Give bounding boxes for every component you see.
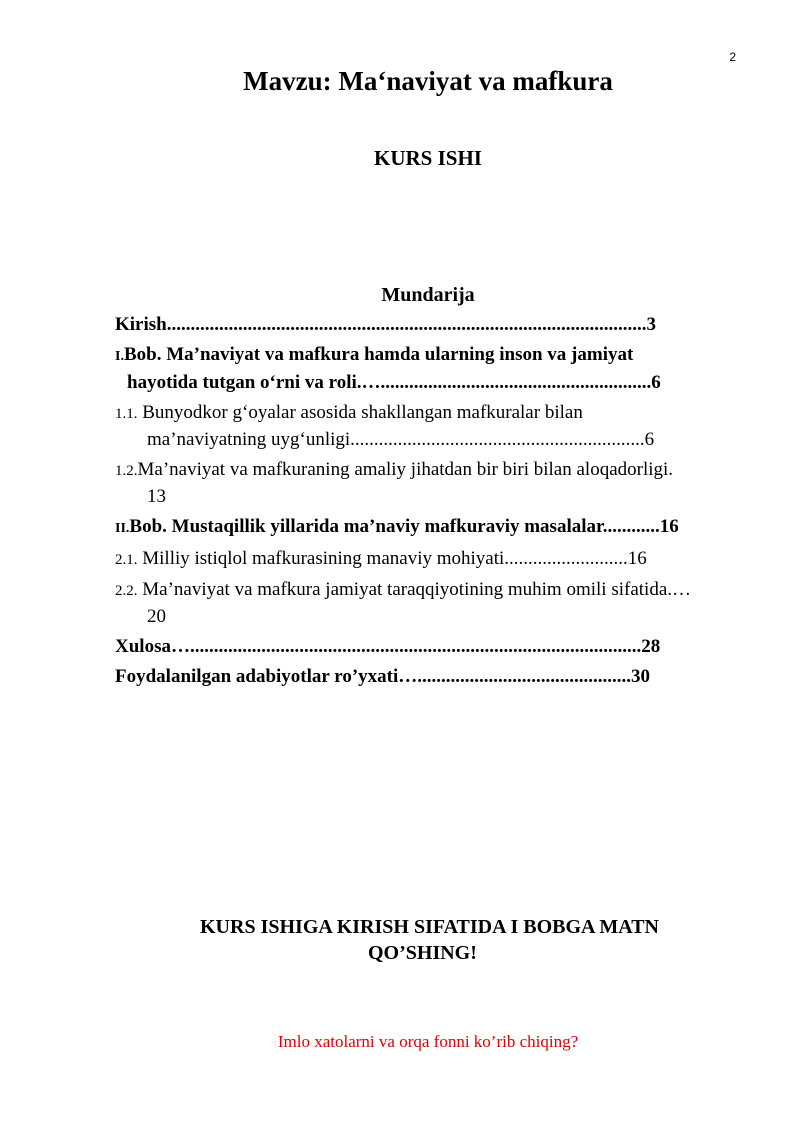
- toc-entry-section-1-2: [115, 457, 755, 484]
- toc-entry-section-2-1: [115, 546, 755, 573]
- notice-line-1: KURS ISHIGA KIRISH SIFATIDA I BOBGA MATN: [200, 916, 659, 938]
- toc-entry-text: Milliy istiqlol mafkurasining manaviy mohiyati..........................16: [137, 548, 647, 569]
- toc-entry-conclusion: Xulosa…...............................................................................................28: [115, 636, 661, 657]
- toc-entry-intro: Kirish.....................................................................................................3: [115, 314, 656, 335]
- table-of-contents: [115, 312, 755, 690]
- document-title: Mavzu: Ma‘naviyat va mafkura: [243, 66, 613, 96]
- document-subtitle: KURS ISHI: [374, 146, 482, 170]
- toc-entry-references: Foydalanilgan adabiyotlar ro’yxati….............................................30: [115, 666, 651, 687]
- toc-entry-section-1-1-cont: ma’naviyatning uyg‘unligi..............................................................6: [147, 429, 655, 450]
- toc-entry-chapter-1: [115, 342, 755, 370]
- toc-section-number: 1.2.: [115, 463, 138, 479]
- toc-entry-text: Bob. Ma’naviyat va mafkura hamda ularning inson va jamiyat: [123, 344, 634, 365]
- toc-entry-section-2-2: [115, 577, 755, 604]
- toc-entry-text: Bob. Mustaqillik yillarida ma’naviy mafkuraviy masalalar............16: [129, 516, 679, 537]
- notice-line-2: QO’SHING!: [368, 942, 477, 964]
- toc-section-number: 2.2.: [115, 583, 138, 599]
- toc-entry-chapter-2: [115, 514, 755, 542]
- toc-entry-text: Ma’naviyat va mafkuraning amaliy jihatdan bir biri bilan aloqadorligi.: [137, 459, 674, 480]
- toc-chapter-number: II.: [115, 521, 130, 536]
- page-number: 2: [729, 50, 736, 64]
- toc-entry-chapter-1-cont: hayotida tutgan o‘rni va roli.….........................................................6: [127, 372, 661, 393]
- toc-entry-section-2-2-cont: 20: [147, 606, 166, 627]
- warning-text: Imlo xatolarni va orqa fonni ko’rib chiqing?: [277, 1032, 579, 1051]
- toc-section-number: 2.1.: [115, 552, 138, 568]
- toc-entry-text: Ma’naviyat va mafkura jamiyat taraqqiyotining muhim omili sifatida.…: [137, 579, 692, 600]
- toc-entry-text: Bunyodkor g‘oyalar asosida shakllangan mafkuralar bilan: [137, 402, 583, 423]
- toc-chapter-number: I.: [115, 349, 124, 364]
- toc-heading: Mundarija: [381, 284, 475, 306]
- toc-section-number: 1.1.: [115, 406, 138, 422]
- toc-entry-section-1-2-cont: 13: [147, 486, 166, 507]
- notice-text: [200, 914, 720, 966]
- toc-entry-section-1-1: [115, 400, 755, 427]
